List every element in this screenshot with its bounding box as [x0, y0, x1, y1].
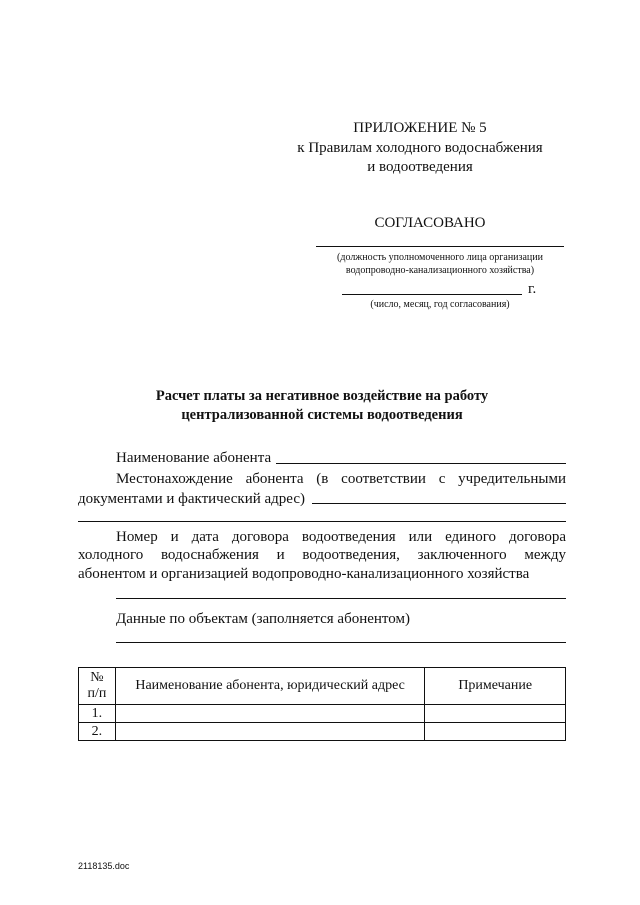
contract-label-line-1: Номер и дата договора водоотведения или единого договора	[116, 529, 566, 545]
location-label-line-2: документами и фактический адрес)	[78, 491, 305, 507]
row-number: 1.	[79, 705, 116, 723]
col-number-header-line-1: №	[90, 670, 104, 685]
location-label-line-1: Местонахождение абонента (в соответствии с учредительными	[116, 471, 566, 487]
table-header-row	[79, 668, 566, 705]
subscriber-name-blank[interactable]	[276, 445, 566, 464]
position-signature-line	[316, 246, 564, 247]
annex-line-2: и водоотведения	[367, 159, 473, 175]
col-number-header-line-2: п/п	[87, 686, 107, 701]
row-name-cell[interactable]	[115, 723, 425, 741]
row-name-cell[interactable]	[115, 705, 425, 723]
row-note-cell[interactable]	[425, 705, 566, 723]
objects-data-blank[interactable]	[116, 642, 566, 643]
table-row	[79, 705, 566, 723]
table-row	[79, 723, 566, 741]
date-caption: (число, месяц, год согласования)	[370, 299, 510, 310]
date-line	[342, 294, 522, 295]
objects-table	[78, 667, 566, 741]
document-title-line-2: централизованной системы водоотведения	[181, 407, 463, 423]
annex-line-1: к Правилам холодного водоснабжения	[297, 140, 543, 156]
subscriber-name-label: Наименование абонента	[116, 450, 272, 466]
document-title-line-1: Расчет платы за негативное воздействие на работу	[155, 388, 489, 404]
contract-label-line-3: абонентом и организацией водопроводно-канализационного хозяйства	[78, 566, 530, 582]
contract-blank[interactable]	[116, 598, 566, 599]
row-note-cell[interactable]	[425, 723, 566, 741]
position-caption-1: (должность уполномоченного лица организации	[337, 252, 543, 263]
document-id: 2118135.doc	[78, 861, 130, 871]
col-note-header: Примечание	[425, 668, 566, 705]
position-caption-2: водопроводно-канализационного хозяйства)	[345, 265, 535, 276]
row-number: 2.	[79, 723, 116, 741]
objects-data-label: Данные по объектам (заполняется абонентом)	[116, 611, 410, 627]
annex-number: ПРИЛОЖЕНИЕ № 5	[353, 120, 487, 136]
location-blank-2[interactable]	[78, 521, 566, 522]
col-name-header: Наименование абонента, юридический адрес	[115, 668, 425, 705]
contract-label-line-2: холодного водоснабжения и водоотведения, заключенного между	[78, 547, 566, 563]
approval-heading: СОГЛАСОВАНО	[374, 215, 486, 231]
col-number-header	[79, 668, 116, 705]
location-blank-1[interactable]	[312, 485, 566, 504]
year-suffix: г.	[528, 281, 537, 297]
